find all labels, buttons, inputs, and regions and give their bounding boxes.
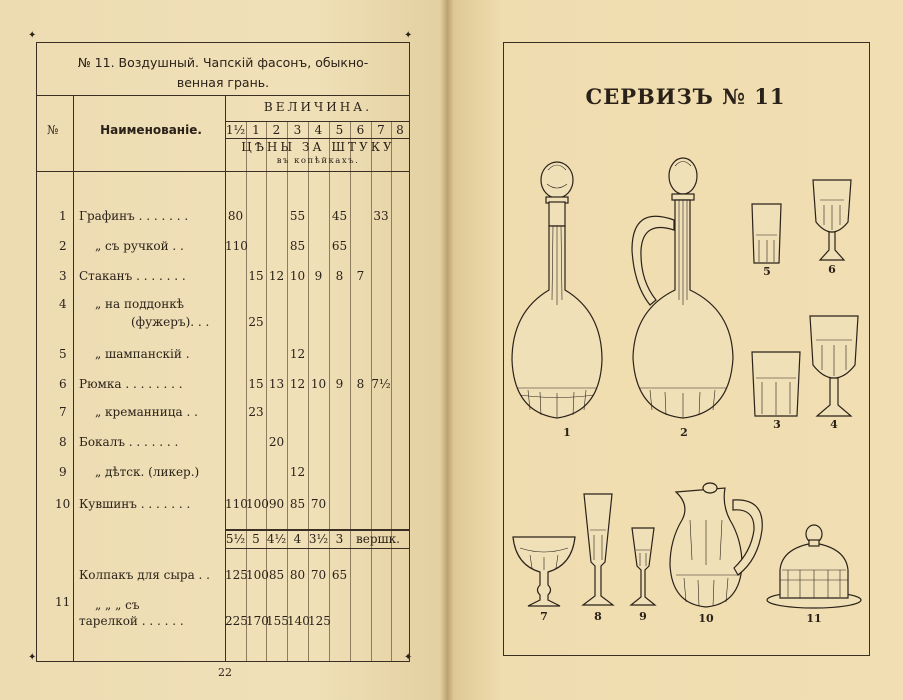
price-cell: 23 [248, 405, 264, 419]
price-cell: 85 [268, 568, 285, 582]
price-cell: 33 [373, 209, 389, 223]
size-header-cell: 3½ [308, 532, 329, 546]
price-cell: 65 [331, 239, 348, 253]
handled-decanter-icon [632, 158, 733, 418]
item-label-8: 8 [594, 610, 602, 623]
corner-mark: ✦ [404, 652, 413, 663]
size-header-cell: 4 [314, 123, 323, 137]
price-cell: 10 [310, 377, 327, 391]
row-number: 6 [59, 377, 67, 391]
price-cell: 80 [227, 209, 244, 223]
size-header-cell: 3 [335, 532, 344, 546]
price-cell: 125 [225, 568, 248, 582]
price-cell: 70 [310, 568, 327, 582]
size-header-cell: 7 [377, 123, 385, 137]
item-label-4: 4 [830, 418, 838, 431]
size-header-cell: 3 [293, 123, 302, 137]
item-label-1: 1 [563, 426, 571, 439]
price-cell: 9 [335, 377, 344, 391]
size-header-cell: 5 [335, 123, 344, 137]
item-name: „ креманница . . [95, 405, 198, 419]
size-header-cell: 2 [272, 123, 281, 137]
size-header-cell: 8 [396, 123, 404, 137]
size-header-cell: 1 [252, 123, 260, 137]
row-number: 4 [59, 297, 67, 311]
price-cell: 20 [268, 435, 285, 449]
price-cell: 8 [356, 377, 365, 391]
page-number: 22 [218, 666, 232, 679]
row-number: 3 [59, 269, 67, 283]
row-number: 1 [59, 209, 67, 223]
price-cell: 10 [289, 269, 306, 283]
item-name: „ шампанскій . [95, 347, 190, 361]
price-cell: 25 [248, 315, 264, 329]
item-name: Кувшинъ . . . . . . . [79, 497, 191, 511]
price-cell: 15 [248, 377, 264, 391]
item-label-10: 10 [698, 612, 714, 625]
price-cell: 15 [248, 269, 264, 283]
price-cell: 7 [356, 269, 365, 283]
item-name: Графинъ . . . . . . . [79, 209, 189, 223]
price-cell: 85 [289, 497, 306, 511]
corner-mark: ✦ [404, 30, 413, 41]
size-header-cell: 5 [252, 532, 260, 546]
price-cell: 12 [289, 377, 306, 391]
item-label-5: 5 [763, 265, 771, 278]
price-cell: 12 [289, 347, 306, 361]
size-header-cell: 4½ [266, 532, 287, 546]
tumbler-icon [752, 204, 781, 263]
size-header-cell: 5½ [225, 532, 246, 546]
size-header-cell: вершк. [355, 532, 400, 546]
item-name: „ дѣтск. (ликер.) [95, 465, 200, 479]
champagne-flute-icon [583, 494, 613, 605]
size-title: ВЕЛИЧИНА. [263, 100, 373, 114]
item-label-6: 6 [828, 263, 836, 276]
row-number: 10 [55, 497, 71, 511]
price-title: ЦѢНЫ ЗА ШТУКУ [241, 140, 395, 154]
price-cell: 80 [289, 568, 306, 582]
decanter-icon [512, 162, 602, 418]
size-header-cell: 6 [356, 123, 365, 137]
price-cell: 7½ [371, 377, 391, 391]
item-name: тарелкой . . . . . . [79, 614, 184, 628]
price-cell: 70 [310, 497, 327, 511]
row-number: 9 [59, 465, 67, 479]
price-cell: 85 [289, 239, 306, 253]
page-title: СЕРВИЗЪ № 11 [585, 84, 786, 109]
row-number: 11 [55, 595, 71, 609]
corner-mark: ✦ [28, 652, 37, 663]
price-cell: 90 [268, 497, 285, 511]
item-name: Стаканъ . . . . . . . [79, 269, 186, 283]
row-number: 7 [59, 405, 67, 419]
price-subtitle: въ копѣйкахъ. [276, 156, 360, 166]
item-name: „ на поддонкѣ [95, 297, 184, 311]
row-number: 2 [59, 239, 67, 253]
price-cell: 155 [266, 614, 289, 628]
header-line-2: венная грань. [176, 75, 270, 90]
size-header-cell: 1½ [225, 123, 246, 137]
header-line-1: № 11. Воздушный. Чапскій фасонъ, обыкно- [77, 55, 369, 70]
price-cell: 9 [314, 269, 323, 283]
price-cell: 45 [331, 209, 348, 223]
size-header-cell: 4 [293, 532, 302, 546]
item-name-continued: (фужеръ). . . [131, 315, 210, 329]
price-cell: 110 [225, 239, 248, 253]
price-cell: 100 [246, 497, 269, 511]
price-cell: 65 [331, 568, 348, 582]
price-cell: 8 [335, 269, 344, 283]
price-cell: 55 [289, 209, 306, 223]
item-name: Бокалъ . . . . . . . [79, 435, 179, 449]
corner-mark: ✦ [28, 30, 37, 41]
price-cell: 225 [225, 614, 248, 628]
price-cell: 110 [225, 497, 248, 511]
price-cell: 125 [308, 614, 331, 628]
price-cell: 100 [246, 568, 269, 582]
row-number: 5 [59, 347, 67, 361]
champagne-coupe-icon [513, 537, 575, 606]
col-no-header: № [47, 123, 59, 137]
item-name: „ съ ручкой . . [95, 239, 184, 253]
item-label-9: 9 [639, 610, 647, 623]
item-label-3: 3 [773, 418, 781, 431]
item-label-2: 2 [680, 426, 688, 439]
price-cell: 13 [268, 377, 285, 391]
item-name: Рюмка . . . . . . . . [79, 377, 183, 391]
col-name-header: Наименованіе. [100, 123, 202, 137]
item-label-7: 7 [540, 610, 548, 623]
price-cell: 140 [287, 614, 310, 628]
price-cell: 12 [268, 269, 285, 283]
row-number: 8 [59, 435, 67, 449]
item-label-11: 11 [806, 612, 822, 625]
item-name: „ „ „ съ [95, 598, 140, 612]
liqueur-glass-icon [631, 528, 655, 605]
price-cell: 170 [246, 614, 269, 628]
price-cell: 12 [289, 465, 306, 479]
item-name: Колпакъ для сыра . . [79, 568, 210, 582]
